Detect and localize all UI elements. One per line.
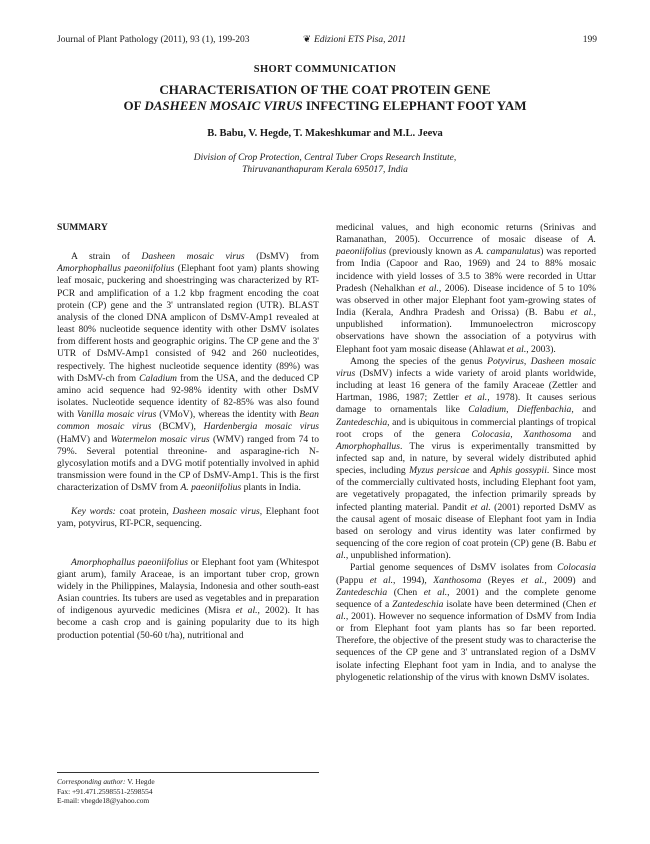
- right-column: [336, 222, 596, 684]
- footnote-author-line: [57, 777, 319, 787]
- affiliation-line-1: Division of Crop Protection, Central Tuber Crops Research Institute,: [193, 153, 457, 163]
- intro-paragraph: Amorphophallus paeoniifolius or Elephant foot yam (Whitespot giant arum), family Araceae, is an important tuber crop, grown widely in the Philippines, Malaysia, Indonesia and other south-east Asian countries. Its tubers are used as vegetables and in preparation of indigenous ayurvedic medicines (Misra et al., 2002). It has become a cash crop and is gaining popularity due to its high production potential (50-60 t/ha), nutritional and: [57, 556, 320, 641]
- title-line-2: [60, 98, 590, 114]
- spacer: [57, 494, 319, 506]
- title-virus-name: DASHEEN MOSAIC VIRUS: [144, 98, 303, 113]
- footnote-label: Corresponding author:: [57, 777, 126, 786]
- affiliation-line-2: Thiruvananthapuram Kerala 695017, India: [242, 165, 408, 175]
- title-prefix: OF: [123, 98, 145, 113]
- footnote-author: V. Hegde: [125, 777, 155, 786]
- summary-paragraph: A strain of Dasheen mosaic virus (DsMV) from Amorphophallus paeoniifolius (Elephant foot yam) plants showing leaf mosaic, puckering and shoestringing was characterized by RT-PCR and amplification of a 1.2 kbp fragment encoding the coat protein (CP) gene and the 3' untranslated region (UTR). BLAST analysis of the cloned DNA amplicon of DsMV-Amp1 revealed at least 80% nucleotide sequence identity with other DsMV isolates from different hosts and geographic origins. The CP gene and the 3' UTR of DsMV-Amp1 consisted of 942 and 260 nucleotides, respectively. The highest nucleotide sequence identity (89%) was with DsMV-ch from Caladium from the USA, and the deduced CP amino acid sequence had 92-98% identity with other DsMV isolates. Nucleotide sequence identity of 82-85% was also found with Vanilla mosaic virus (VMoV), whereas the identity with Bean common mosaic virus (BCMV), Hardenbergia mosaic virus (HaMV) and Watermelon mosaic virus (WMV) ranged from 74 to 79%. Several potential threonine- and asparagine-rich N-glycosylation motifs and a DVG motif potentially involved in aphid transmission were found in the CP of DsMV-Amp1. This is the first characterization of DsMV from A. paeoniifolius plants in India.: [57, 251, 320, 494]
- publisher-line: [303, 33, 406, 47]
- corresponding-author-footnote: [57, 772, 319, 806]
- author-list: B. Babu, V. Hegde, T. Makeshkumar and M.L. Jeeva: [207, 128, 443, 139]
- page-number: 199: [582, 35, 597, 45]
- footnote-email: E-mail: vhegde18@yahoo.com: [57, 796, 150, 806]
- body-paragraph-2: Among the species of the genus Potyvirus, Dasheen mosaic virus (DsMV) infects a wide variety of aroid plants worldwide, including at least 16 genera of the family Araceae (Zettler and Hartman, 1986, 1987; Zettler et al., 1978). It causes serious damage to ornamentals like Caladium, Dieffenbachia, and Zantedeschia, and is ubiquitous in commercial plantings of tropical root crops of the genera Colocasia, Xanthosoma and Amorphophallus. The virus is experimentally transmitted by infected sap and, in nature, by several widely distributed aphid species, including Myzus persicae and Aphis gossypii. Since most of the commercially cultivated hosts, including Elephant foot yam, are vegetatively propagated, the infection primarily spreads by infected planting material. Pandit et al. (2001) reported DsMV as the causal agent of mosaic disease of Elephant foot yam in India based on serology and virus identity was later confirmed by sequencing of the core region of coat protein (CP) gene (B. Babu et al., unpublished information).: [336, 355, 597, 562]
- ets-logo-icon: ❦: [303, 35, 311, 45]
- section-label: SHORT COMMUNICATION: [253, 64, 397, 75]
- title-suffix: INFECTING ELEPHANT FOOT YAM: [302, 98, 527, 113]
- title-line-1: CHARACTERISATION OF THE COAT PROTEIN GENE: [159, 82, 491, 97]
- footnote-fax: Fax: +91.471.2598551-2598554: [57, 786, 153, 796]
- affiliation: [100, 152, 550, 176]
- left-column: [57, 222, 319, 642]
- article-title: [60, 82, 590, 114]
- summary-heading: SUMMARY: [57, 222, 108, 233]
- running-header: [57, 33, 597, 47]
- spacer: [57, 531, 319, 557]
- journal-citation: Journal of Plant Pathology (2011), 93 (1), 199-203: [57, 35, 250, 45]
- body-paragraph-3: Partial genome sequences of DsMV isolates from Colocasia (Pappu et al., 1994), Xanthosoma (Reyes et al., 2009) and Zantedeschia (Chen et al., 2001) and the complete genome sequence of a Zantedeschia isolate have been determined (Chen et al., 2001). However no sequence information of DsMV from India or from Elephant foot yam plants has so far been reported. Therefore, the objective of the present study was to characterise the sequences of the CP gene and 3' untranslated region of a DsMV isolate infecting Elephant foot yam in India, and to analyse the phylogenetic relationship of the virus with known DsMV isolates.: [336, 562, 597, 683]
- publisher-text: Edizioni ETS Pisa, 2011: [313, 35, 407, 45]
- body-paragraph-1: medicinal values, and high economic returns (Srinivas and Ramanathan, 2005). Occurrence of mosaic disease of A. paeoniifolius (previously known as A. campanulatus) was reported from India (Capoor and Rao, 1969) and 24 to 88% mosaic incidence with yield losses of 3.5 to 38% were recorded in Uttar Pradesh (Nehalkhan et al., 2006). Disease incidence of 5 to 10% was observed in other major Elephant foot yam-growing states of India (Kerala, Andhra Pradesh and Orissa) (B. Babu et al., unpublished information). Immunoelectron microscopy observations have shown the association of a potyvirus with Elephant foot yam mosaic disease (Ahlawat et al., 2003).: [336, 222, 596, 355]
- keywords: Key words: coat protein, Dasheen mosaic virus, Elephant foot yam, potyvirus, RT-PCR, sequencing.: [57, 506, 320, 530]
